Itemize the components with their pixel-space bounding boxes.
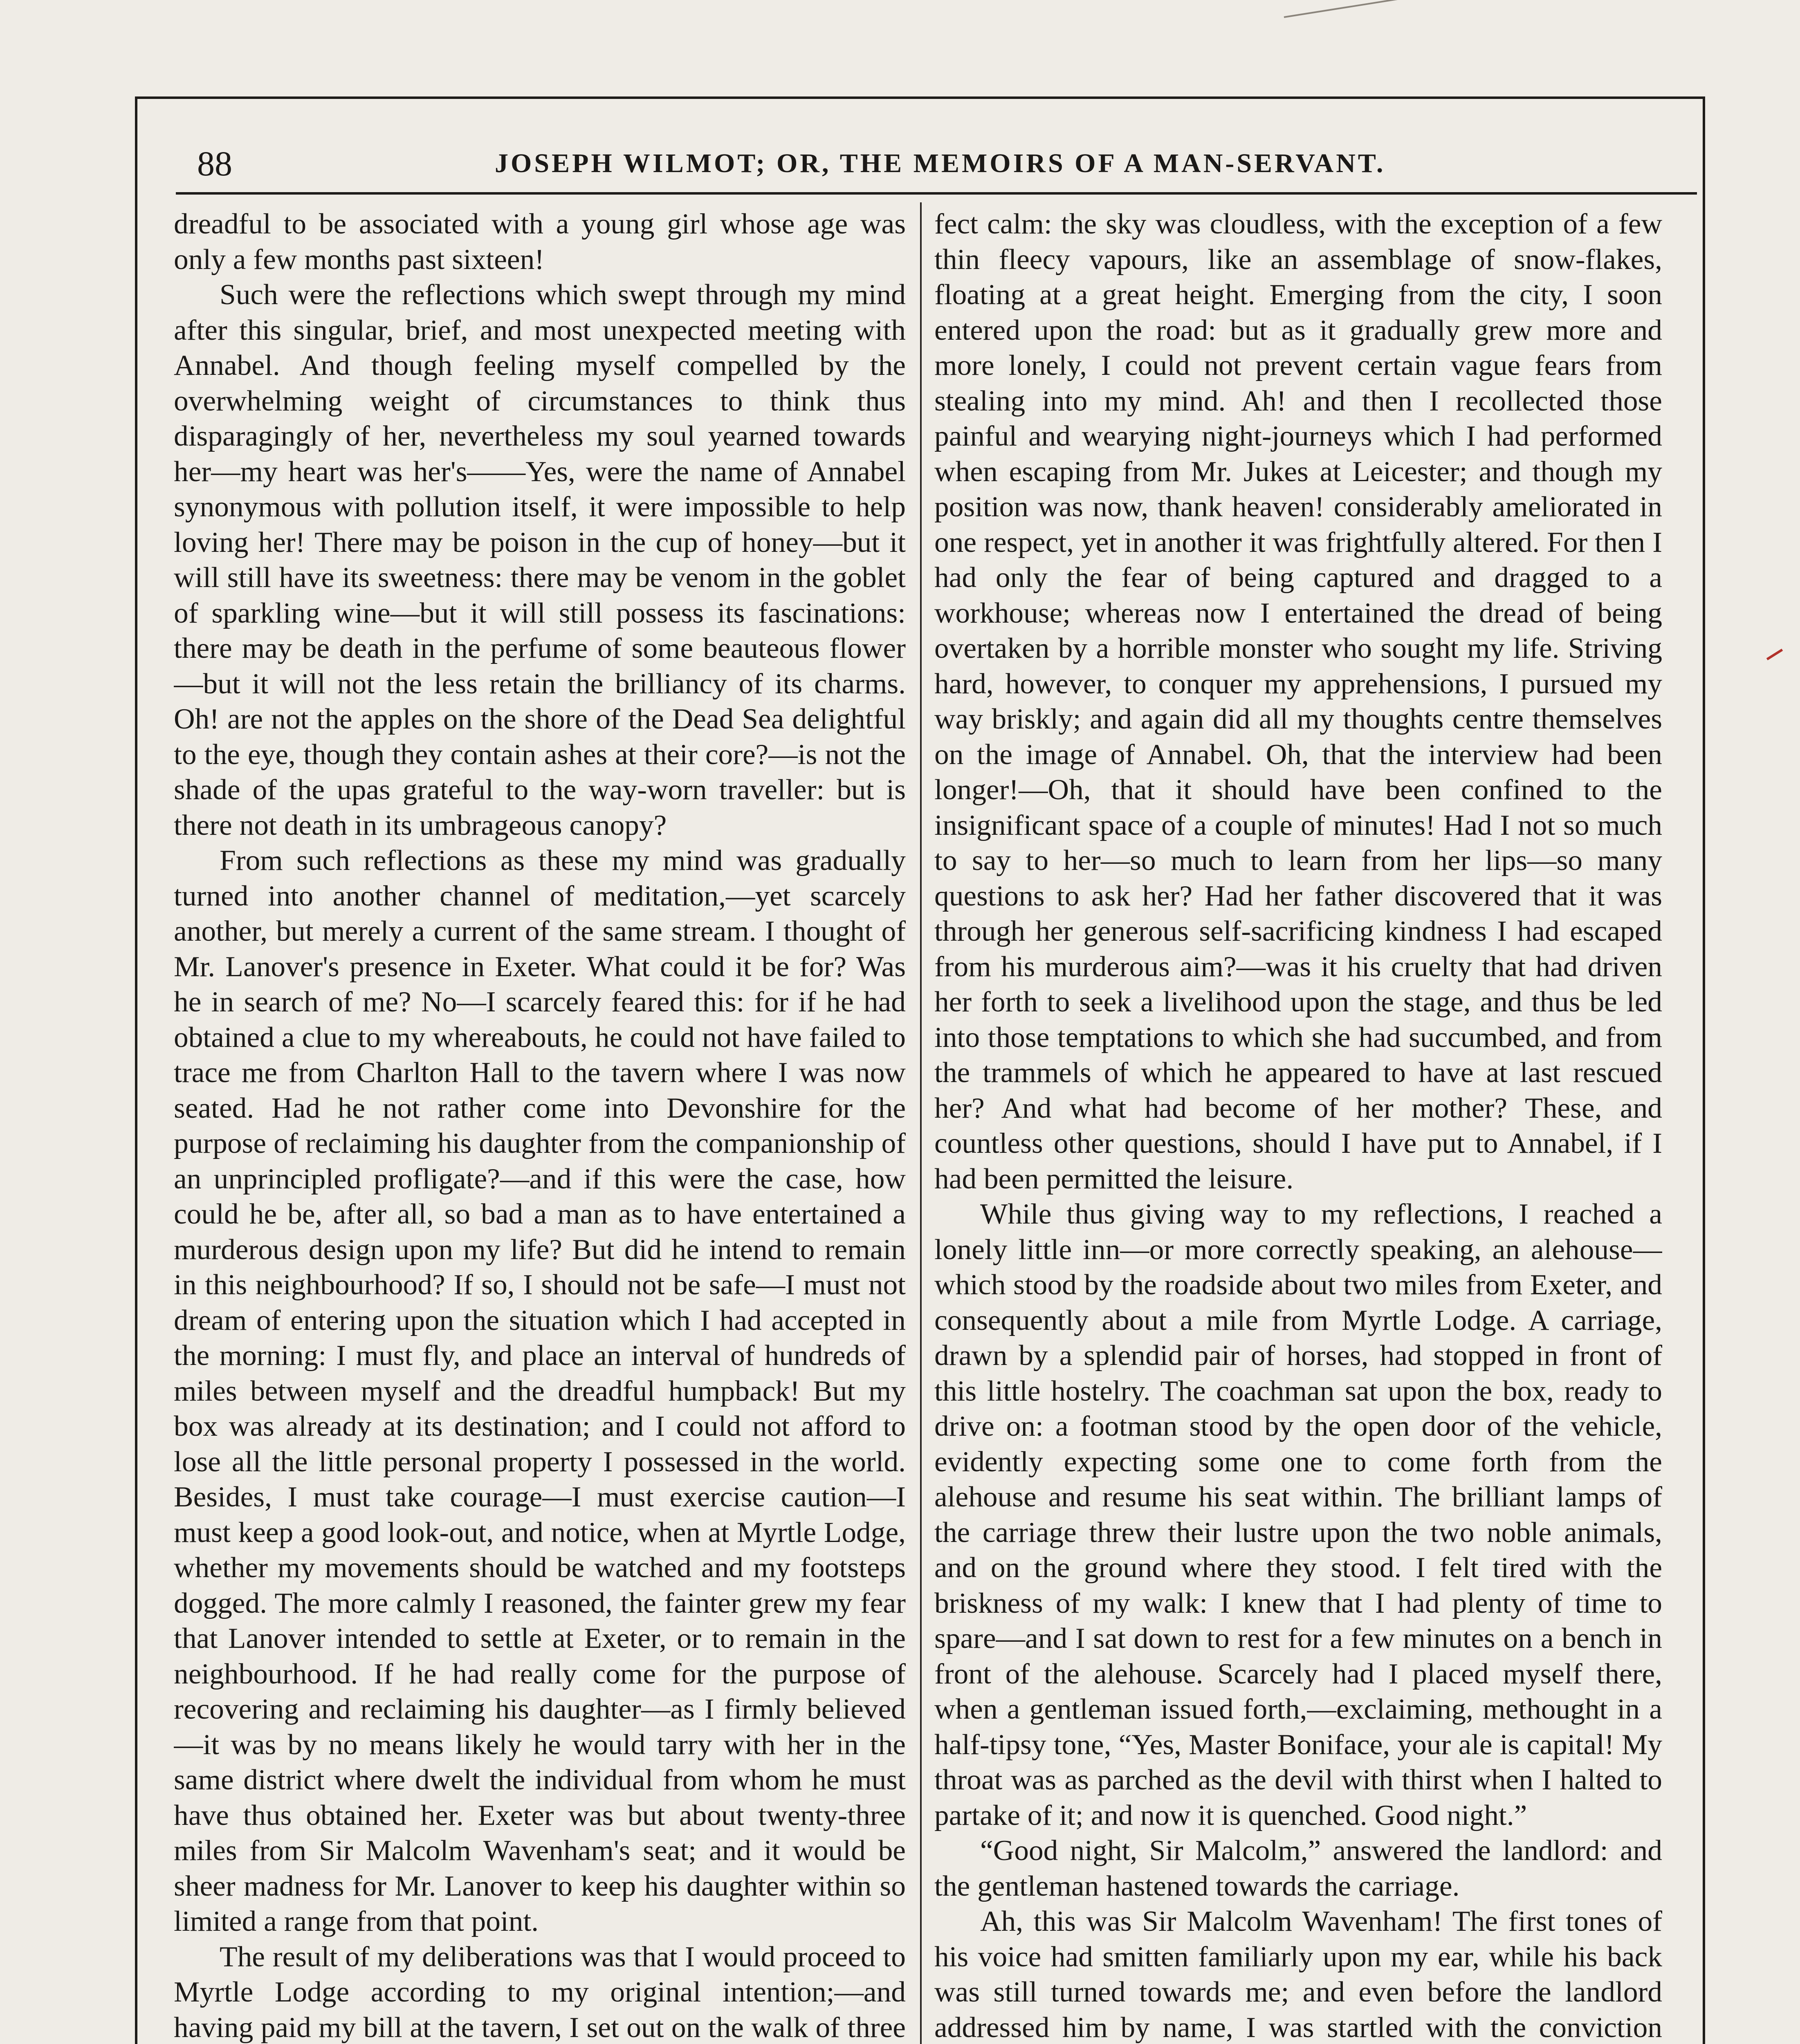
- paragraph: “Good night, Sir Malcolm,” answered the landlord: and the gentleman hastened towards the carriage.: [934, 1834, 1662, 1902]
- red-ink-mark: [1766, 649, 1783, 660]
- left-column: [174, 206, 906, 2044]
- running-title: JOSEPH WILMOT; OR, THE MEMOIRS OF A MAN-SERVANT.: [495, 148, 1386, 178]
- column-divider: [920, 202, 922, 2044]
- paragraph: dreadful to be associated with a young girl whose age was only a few months past sixteen!: [174, 208, 906, 276]
- page-number: 88: [197, 144, 232, 183]
- pencil-mark: [1284, 0, 1599, 18]
- paragraph: Such were the reflections which swept through my mind after this singular, brief, and most unexpected meeting with Annabel. And though feeling myself compelled by the overwhelming weight of circumstances to think thus disparagingly of her, nevertheless my soul yearned towards her—my heart was her's——Yes, were the name of Annabel synonymous with pollution itself, it were impossible to help loving her! There may be poison in the cup of honey—but it will still have its sweetness: there may be venom in the goblet of sparkling wine—but it will still possess its fascinations: there may be death in the perfume of some beauteous flower—but it will not the less retain the brilliancy of its charms. Oh! are not the apples on the shore of the Dead Sea delightful to the eye, though they contain ashes at their core?—is not the shade of the upas grateful to the way-worn traveller: but is there not death in its umbrageous canopy?: [174, 278, 906, 841]
- header-rule: [176, 192, 1697, 195]
- paragraph: From such reflections as these my mind was gradually turned into another channel of meditation,—yet scarcely another, but merely a current of the same stream. I thought of Mr. Lanover's presence in Exeter. What could it be for? Was he in search of me? No—I scarcely feared this: for if he had obtained a clue to my whereabouts, he could not have failed to trace me from Charlton Hall to the tavern where I was now seated. Had he not rather come into Devonshire for the purpose of reclaiming his daughter from the companionship of an unprincipled profligate?—and if this were the case, how could he be, after all, so bad a man as to have entertained a murderous design upon my life? But did he intend to remain in this neighbourhood? If so, I should not be safe—I must not dream of entering upon the situation which I had accepted in the morning: I must fly, and place an interval of hundreds of miles between myself and the dreadful humpback! But my box was already at its destination; and I could not afford to lose all the little personal property I possessed in the world. Besides, I must take courage—I must exercise caution—I must keep a good look-out, and notice, when at Myrtle Lodge, whether my movements should be watched and my footsteps dogged. The more calmly I reasoned, the fainter grew my fear that Lanover intended to settle at Exeter, or to remain in the neighbourhood. If he had really come for the purpose of recovering and reclaiming his daughter—as I firmly believed—it was by no means likely he would tarry with her in the same district where dwelt the individual from whom he must have thus obtained her. Exeter was but about twenty-three miles from Sir Malcolm Wavenham's seat; and it would be sheer madness for Mr. Lanover to keep his daughter within so limited a range from that point.: [174, 844, 906, 1937]
- paragraph: While thus giving way to my reflections, I reached a lonely little inn—or more correctly speaking, an alehouse—which stood by the roadside about two miles from Exeter, and consequently about a mile from Myrtle Lodge. A carriage, drawn by a splendid pair of horses, had stopped in front of this little hostelry. The coachman sat upon the box, ready to drive on: a footman stood by the open door of the vehicle, evidently expecting some one to come forth from the alehouse and resume his seat within. The brilliant lamps of the carriage threw their lustre upon the two noble animals, and on the ground where they stood. I felt tired with the briskness of my walk: I knew that I had plenty of time to spare—and I sat down to rest for a few minutes on a bench in front of the alehouse. Scarcely had I placed myself there, when a gentleman issued forth,—exclaiming, methought in a half-tipsy tone, “Yes, Master Boniface, your ale is capital! My throat was as parched as the devil with thirst when I halted to partake of it; and now it is quenched. Good night.”: [934, 1198, 1662, 1831]
- paragraph: Ah, this was Sir Malcolm Wavenham! The first tones of his voice had smitten familiarly upon my ear, while his back was still turned towards me; and even before the landlord addressed him by name, I was startled with the conviction: [934, 1905, 1662, 2044]
- right-column: [934, 206, 1662, 2044]
- running-head: [176, 139, 1664, 188]
- paragraph: The result of my deliberations was that I would proceed to Myrtle Lodge according to my original intention;—and having paid my bill at the tavern, I set out on the walk of three: [174, 1940, 906, 2044]
- paragraph: fect calm: the sky was cloudless, with the exception of a few thin fleecy vapours, like an assemblage of snow-flakes, floating at a great height. Emerging from the city, I soon entered upon the road: but as it gradually grew more and more lonely, I could not prevent certain vague fears from stealing into my mind. Ah! and then I recollected those painful and wearying night-journeys which I had performed when escaping from Mr. Jukes at Leicester; and though my position was now, thank heaven! considerably ameliorated in one respect, yet in another it was frightfully altered. For then I had only the fear of being captured and dragged to a workhouse; whereas now I entertained the dread of being overtaken by a horrible monster who sought my life. Striving hard, however, to conquer my apprehensions, I pursued my way briskly; and again did all my thoughts centre themselves on the image of Annabel. Oh, that the interview had been longer!—Oh, that it should have been confined to the insignificant space of a couple of minutes! Had I not so much to say to her—so much to learn from her lips—so many questions to ask her? Had her father discovered that it was through her generous self-sacrificing kindness I had escaped from his murderous aim?—was it his cruelty that had driven her forth to seek a livelihood upon the stage, and thus be led into those temptations to which she had succumbed, and from the trammels of which he appeared to have at last rescued her? And what had become of her mother? These, and countless other questions, should I have put to Annabel, if I had been permitted the leisure.: [934, 208, 1662, 1195]
